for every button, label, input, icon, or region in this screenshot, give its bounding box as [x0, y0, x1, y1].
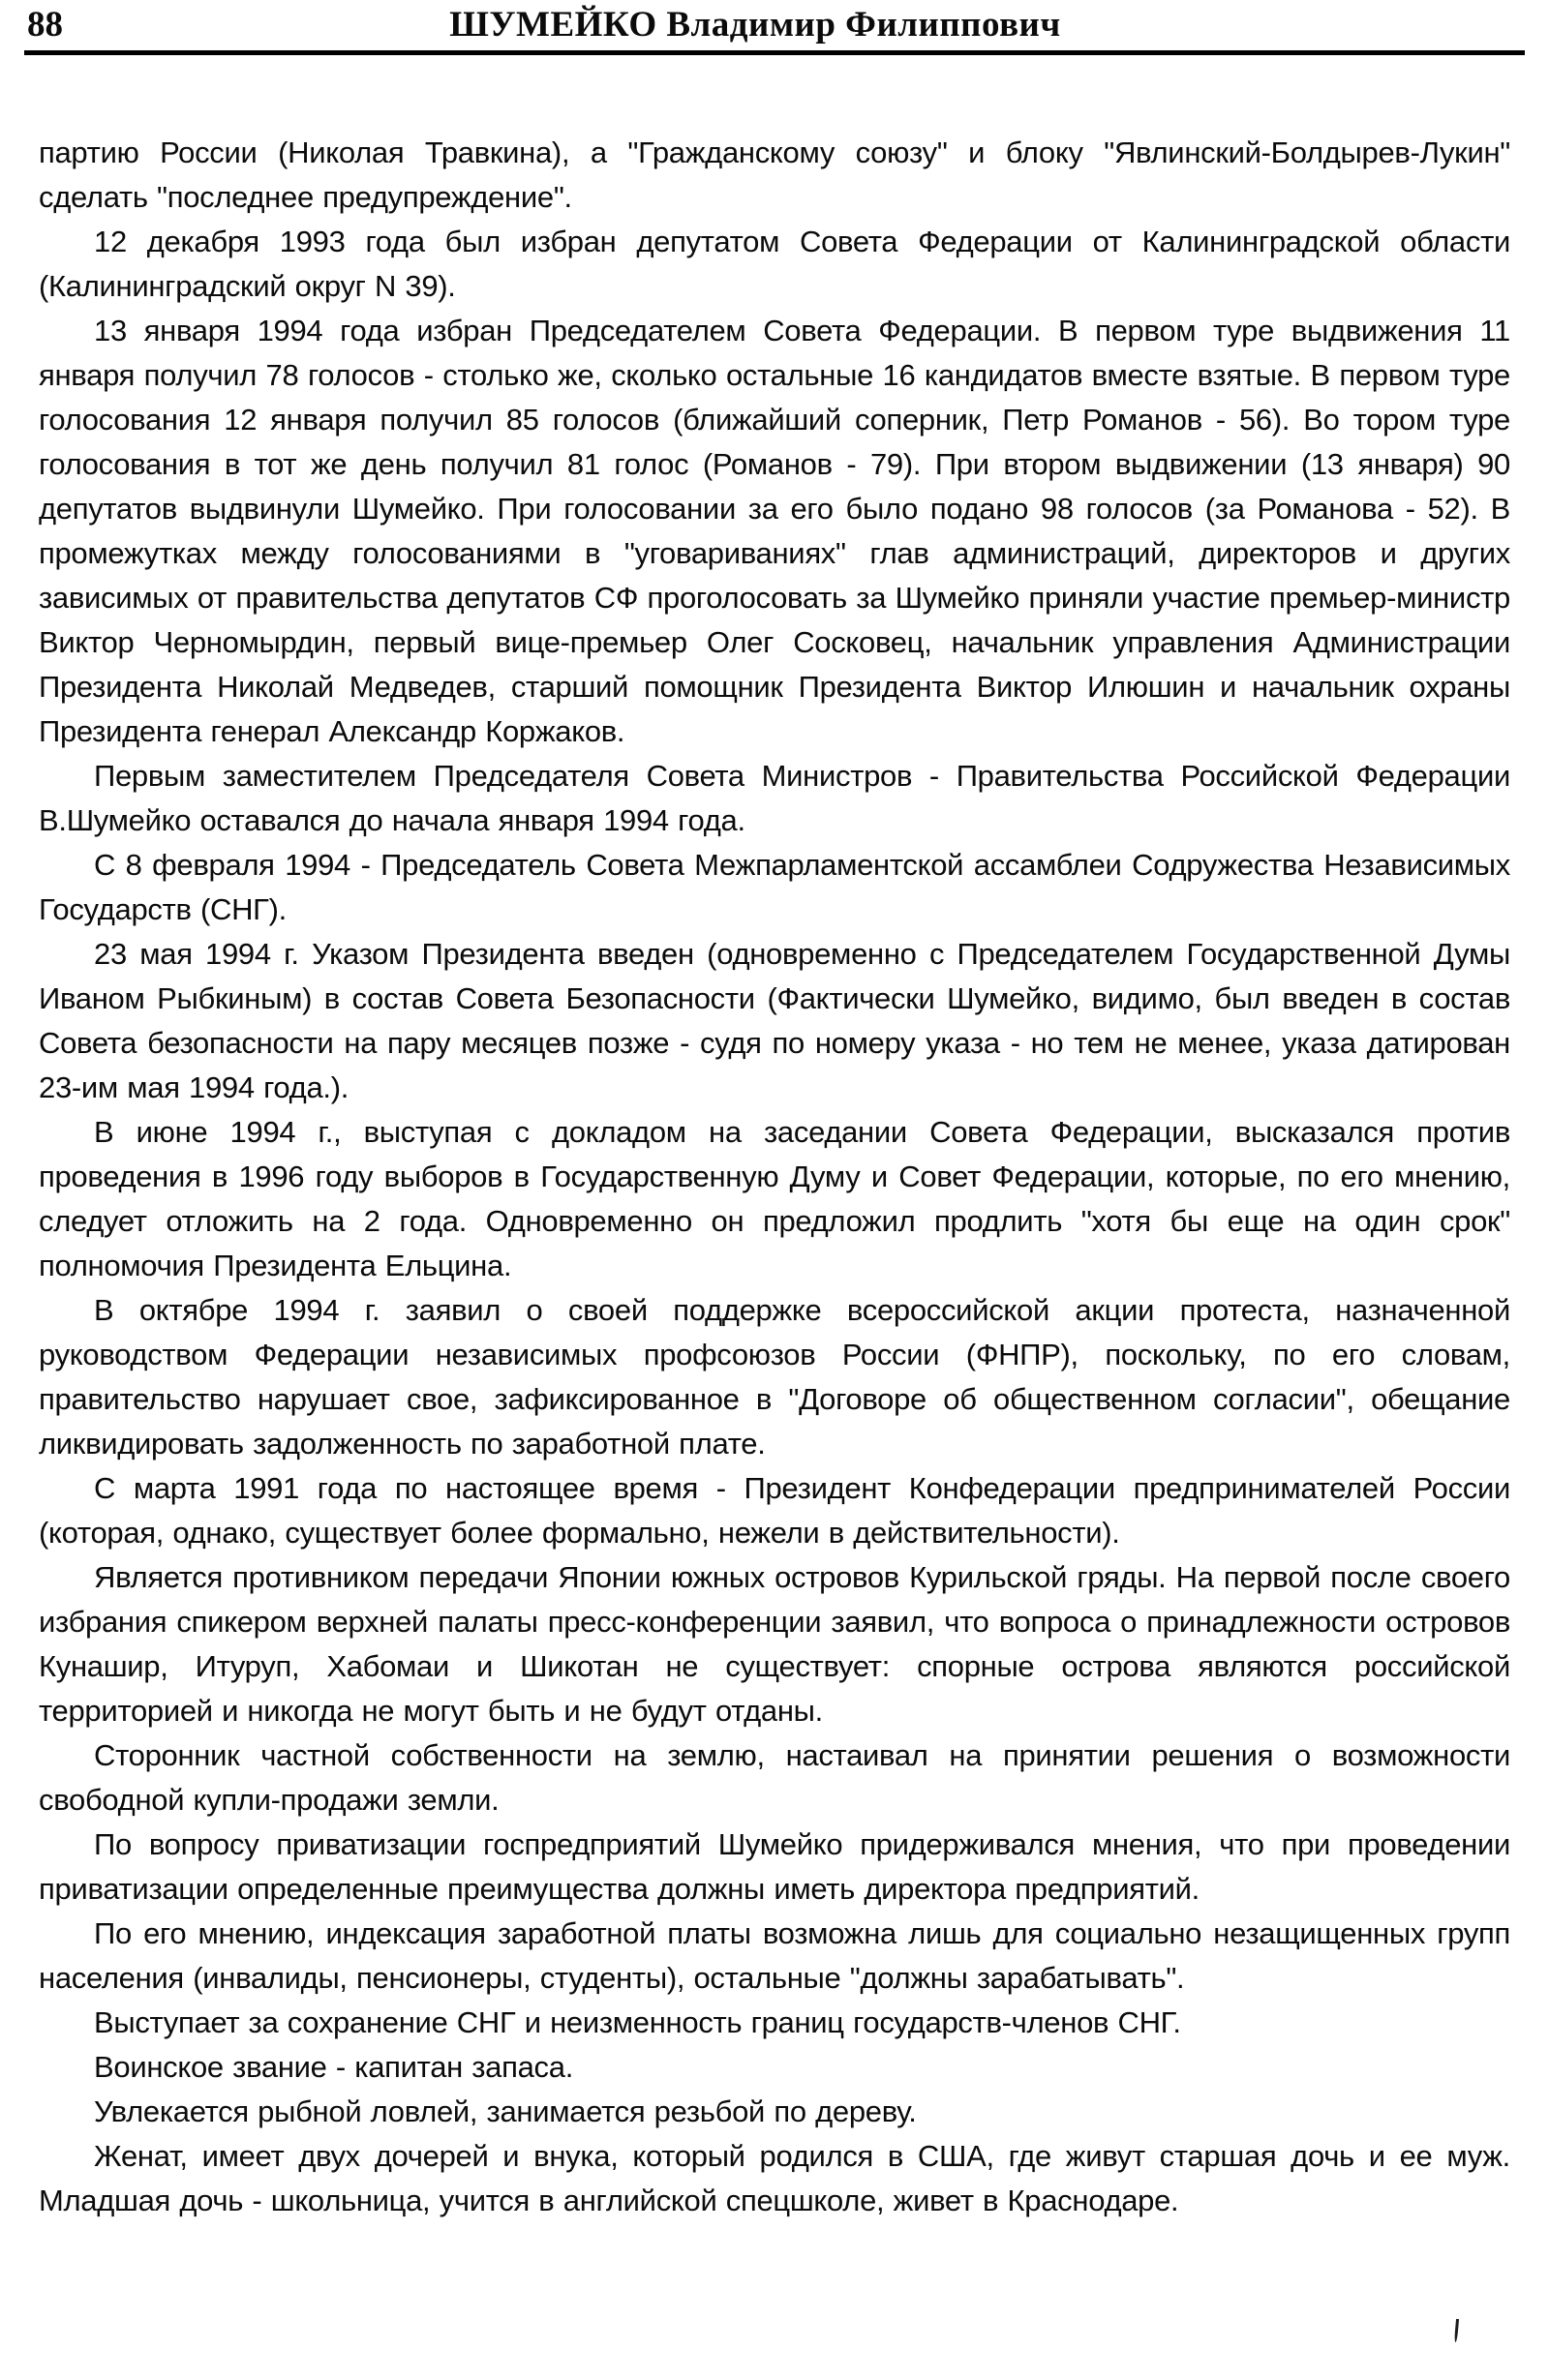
paragraph: 12 декабря 1993 года был избран депутатом Совета Федерации от Калининградской области (Калининградский округ N 39). [39, 225, 1510, 303]
page-title: ШУМЕЙКО Владимир Филиппович [449, 5, 1061, 45]
paragraph: По вопросу приватизации госпредприятий Шумейко придерживался мнения, что при проведении приватизации определенные преимущества должны иметь директора предприятий. [39, 1827, 1510, 1906]
paragraph: В октябре 1994 г. заявил о своей поддержке всероссийской акции протеста, назначенной руководством Федерации независимых профсоюзов России (ФНПР), поскольку, по его словам, правительство нарушает свое, зафиксированное в "Договоре об общественном согласии", обещание ликвидировать задолженность по заработной плате. [39, 1293, 1510, 1461]
paragraph: Является противником передачи Японии южных островов Курильской гряды. На первой после своего избрания спикером верхней палаты пресс-конференции заявил, что вопроса о принадлежности островов Кунашир, Итуруп, Хабомаи и Шикотан не существует: спорные острова являются российской территорией и никогда не могут быть и не будут отданы. [39, 1560, 1510, 1728]
document-body [39, 131, 1510, 2223]
paragraph: 13 января 1994 года избран Председателем Совета Федерации. В первом туре выдвижения 11 января получил 78 голосов - столько же, сколько остальные 16 кандидатов вместе взятые. В первом туре голосования 12 января получил 85 голосов (ближайший соперник, Петр Романов - 56). Во тором туре голосования в тот же день получил 81 голос (Романов - 79). При втором выдвижении (13 января) 90 депутатов выдвинули Шумейко. При голосовании за его было подано 98 голосов (за Романова - 52). В промежутках между голосованиями в "уговариваниях" глав администраций, директоров и других зависимых от правительства депутатов СФ проголосовать за Шумейко приняли участие премьер-министр Виктор Черномырдин, первый вице-премьер Олег Сосковец, начальник управления Администрации Президента Николай Медведев, старший помощник Президента Виктор Илюшин и начальник охраны Президента генерал Александр Коржаков. [39, 314, 1510, 748]
paragraph: партию России (Николая Травкина), а "Гражданскому союзу" и блоку "Явлинский-Болдырев-Лукин" сделать "последнее предупреждение". [39, 136, 1510, 214]
paragraph: С марта 1991 года по настоящее время - Президент Конфедерации предпринимателей России (которая, однако, существует более формально, нежели в действительности). [39, 1471, 1510, 1550]
paragraph: В июне 1994 г., выступая с докладом на заседании Совета Федерации, высказался против проведения в 1996 году выборов в Государственную Думу и Совет Федерации, которые, по его мнению, следует отложить на 2 года. Одновременно он предложил продлить "хотя бы еще на один срок" полномочия Президента Ельцина. [39, 1115, 1510, 1282]
paragraph: 23 мая 1994 г. Указом Президента введен (одновременно с Председателем Государственной Думы Иваном Рыбкиным) в состав Совета Безопасности (Фактически Шумейко, видимо, был введен в состав Совета безопасности на пару месяцев позже - судя по номеру указа - но тем не менее, указа датирован 23-им мая 1994 года.). [39, 937, 1510, 1104]
page-header [0, 0, 1549, 55]
paragraph: Первым заместителем Председателя Совета Министров - Правительства Российской Федерации В.Шумейко оставался до начала января 1994 года. [39, 759, 1510, 837]
paragraph: Сторонник частной собственности на землю, настаивал на принятии решения о возможности свободной купли-продажи земли. [39, 1738, 1510, 1817]
paragraph: Увлекается рыбной ловлей, занимается резьбой по дереву. [94, 2094, 917, 2128]
paragraph: По его мнению, индексация заработной платы возможна лишь для социально незащищенных групп населения (инвалиды, пенсионеры, студенты), остальные "должны зарабатывать". [39, 1916, 1510, 1995]
paragraph: Воинское звание - капитан запаса. [94, 2050, 574, 2084]
paragraph: Женат, имеет двух дочерей и внука, который родился в США, где живут старшая дочь и ее муж. Младшая дочь - школьница, учится в английской спецшколе, живет в Краснодаре. [39, 2139, 1510, 2217]
paragraph: Выступает за сохранение СНГ и неизменность границ государств-членов СНГ. [94, 2005, 1181, 2039]
header-rule [24, 50, 1525, 55]
paragraph: С 8 февраля 1994 - Председатель Совета Межпарламентской ассамблеи Содружества Независимых Государств (СНГ). [39, 848, 1510, 926]
page-number: 88 [27, 5, 63, 45]
pen-mark-artifact [1454, 2319, 1459, 2342]
